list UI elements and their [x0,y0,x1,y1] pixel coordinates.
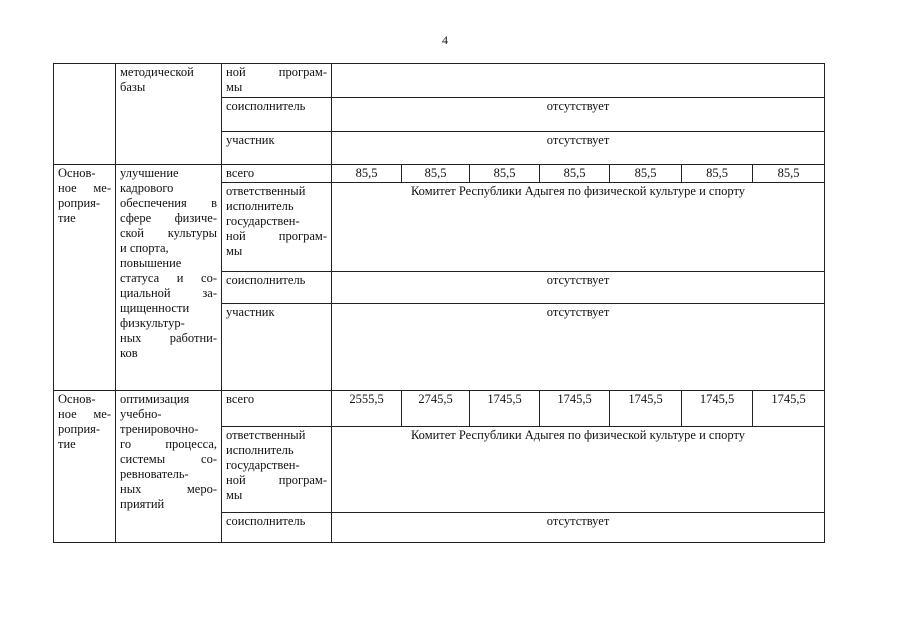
coexecutor-value: отсутствует [332,513,825,543]
total-value: 2745,5 [402,391,470,427]
total-value: 85,5 [682,165,753,183]
total-value: 85,5 [332,165,402,183]
responsible-value: Комитет Республики Адыгея по физической культуре и спорту [332,427,825,513]
total-value: 85,5 [402,165,470,183]
table-row [54,165,825,183]
page-number: 4 [442,33,448,47]
total-value: 85,5 [540,165,610,183]
total-value: 85,5 [753,165,825,183]
participant-value: отсутствует [332,304,825,391]
responsible-value-cell [332,64,825,98]
coexecutor-label: соисполнитель [222,272,332,304]
responsible-label-cell: ответственный исполнитель государствен- ной програм- мы [222,427,332,513]
event-type-cell [54,64,116,165]
total-value: 1745,5 [610,391,682,427]
total-label: всего [222,391,332,427]
coexecutor-value: отсутствует [332,272,825,304]
participant-value: отсутствует [332,132,825,165]
total-value: 2555,5 [332,391,402,427]
event-name-cell: улучшение кадрового обеспечения в сфере физиче- ской культуры и спорта, повышение статуса и со- циальной за- щищенности физкультур- ных работни- ков [116,165,222,391]
total-value: 1745,5 [470,391,540,427]
event-type-cell: Основ- ное ме- роприя- тие [54,391,116,543]
responsible-value: Комитет Республики Адыгея по физической культуре и спорту [332,183,825,272]
coexecutor-label: соисполнитель [222,98,332,132]
total-value: 1745,5 [682,391,753,427]
total-value: 85,5 [470,165,540,183]
table-row [54,391,825,427]
program-table [53,63,825,543]
event-name-cell: оптимизация учебно- тренировочно- го процесса, системы со- ревнователь- ных меро- приятий [116,391,222,543]
event-name-cell: методической базы [116,64,222,165]
coexecutor-value: отсутствует [332,98,825,132]
total-value: 1745,5 [540,391,610,427]
table-row [54,64,825,98]
coexecutor-label: соисполнитель [222,513,332,543]
total-value: 1745,5 [753,391,825,427]
responsible-label-cell: ответственный исполнитель государствен- ной програм- мы [222,183,332,272]
participant-label: участник [222,132,332,165]
total-label: всего [222,165,332,183]
event-type-cell: Основ- ное ме- роприя- тие [54,165,116,391]
participant-label: участник [222,304,332,391]
responsible-label-cell: ной програм- мы [222,64,332,98]
total-value: 85,5 [610,165,682,183]
